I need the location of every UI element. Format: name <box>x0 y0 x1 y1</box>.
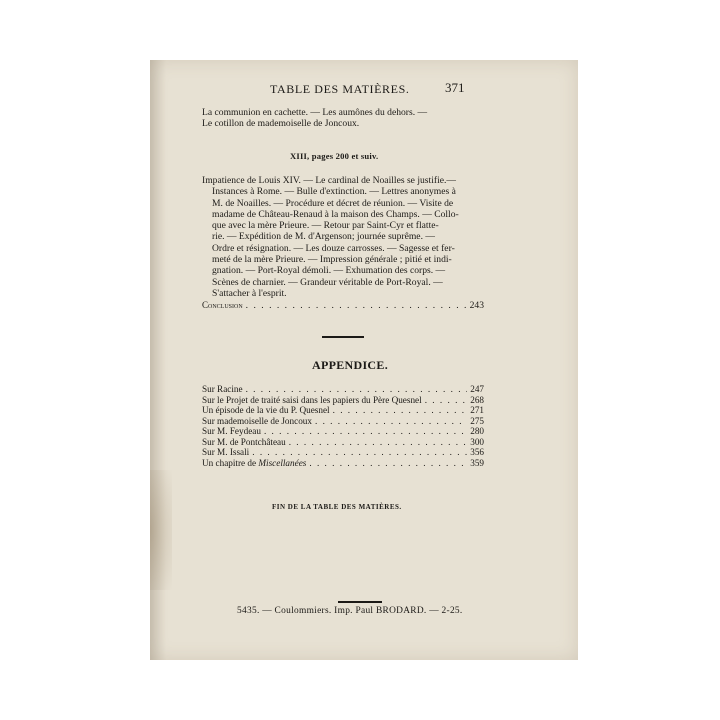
toc-entry <box>202 384 484 395</box>
dot-leader <box>289 437 468 448</box>
toc-entry-label: Sur Racine <box>202 384 243 394</box>
text-line: M. de Noailles. — Procédure et décret de réunion. — Visite de <box>212 197 454 209</box>
text-line: S'attacher à l'esprit. <box>212 287 287 299</box>
text-line: que avec la mère Prieure. — Retour par Saint-Cyr et flatte- <box>212 220 439 232</box>
toc-entry-label: Conclusion <box>202 300 243 310</box>
dot-leader <box>264 426 467 437</box>
toc-entry-page: 247 <box>470 384 484 394</box>
section-divider <box>322 336 364 338</box>
dot-leader <box>333 405 468 416</box>
dot-leader <box>252 447 467 458</box>
running-title: TABLE DES MATIÈRES. <box>270 82 410 96</box>
text-line: madame de Château-Renaud à la maison des Champs. — Collo- <box>212 208 459 220</box>
page-number: 371 <box>445 80 465 95</box>
toc-entry-page: 243 <box>469 300 484 311</box>
appendix-heading: APPENDICE. <box>312 358 389 372</box>
dot-leader <box>315 416 467 427</box>
text-line: Ordre et résignation. — Les douze carrosses. — Sagesse et fer- <box>212 242 455 254</box>
toc-entry-page: 271 <box>470 405 484 415</box>
page-stain <box>150 470 172 590</box>
label-prefix: Un chapitre de <box>202 457 259 468</box>
text-line: rie. — Expédition de M. d'Argenson; journée suprême. — <box>212 231 435 243</box>
text-line: La communion en cachette. — Les aumônes du dehors. — <box>202 107 428 118</box>
label-italic: Miscellanées <box>258 457 307 468</box>
continuation-paragraph <box>202 107 484 130</box>
text-line: Instances à Rome. — Bulle d'extinction. — Lettres anonymes à <box>212 186 456 198</box>
toc-entry-page: 280 <box>470 426 484 436</box>
chapter-heading: XIII, pages 200 et suiv. <box>290 151 379 161</box>
dot-leader <box>309 458 467 469</box>
toc-entry-page: 268 <box>470 394 484 405</box>
toc-entry <box>202 437 484 448</box>
toc-entry <box>202 458 484 469</box>
appendix-list <box>202 384 484 468</box>
toc-entry-label: Sur M. Feydeau <box>202 426 261 436</box>
toc-entry-conclusion <box>202 300 484 311</box>
toc-entry-page: 356 <box>470 447 484 457</box>
toc-entry <box>202 405 484 416</box>
toc-entry-page: 275 <box>470 415 484 426</box>
toc-entry-label <box>202 458 306 469</box>
text-line: Impatience de Louis XIV. — Le cardinal de Noailles se justifie.— <box>202 175 456 186</box>
dot-leader <box>246 300 467 311</box>
toc-entry-page: 359 <box>470 457 484 468</box>
toc-entry <box>202 416 484 427</box>
toc-entry-label: Sur M. de Pontchâteau <box>202 436 286 447</box>
footer-rule <box>338 601 382 603</box>
toc-entry-label: Sur le Projet de traité saisi dans les papiers du Père Quesnel <box>202 394 422 405</box>
text-line: Scènes de charnier. — Grandeur véritable de Port-Royal. — <box>212 276 443 288</box>
toc-entry-label: Sur mademoiselle de Joncoux <box>202 415 312 426</box>
dot-leader <box>246 384 468 395</box>
toc-entry <box>202 395 484 406</box>
chapter-summary <box>202 175 484 299</box>
toc-entry <box>202 426 484 437</box>
end-of-table-note: FIN DE LA TABLE DES MATIÈRES. <box>272 503 402 511</box>
toc-entry-label: Sur M. Issali <box>202 447 250 457</box>
dot-leader <box>425 395 468 406</box>
text-line: Le cotillon de mademoiselle de Joncoux. <box>202 118 360 130</box>
printer-imprint: 5435. — Coulommiers. Imp. Paul BRODARD. — 2-25. <box>237 606 463 616</box>
toc-entry-page: 300 <box>470 436 484 447</box>
text-line: meté de la mère Prieure. — Impression générale ; pitié et indi- <box>212 254 452 266</box>
toc-entry-label: Un épisode de la vie du P. Quesnel <box>202 405 330 415</box>
toc-entry <box>202 447 484 458</box>
text-line: gnation. — Port-Royal démoli. — Exhumation des corps. — <box>212 265 446 277</box>
